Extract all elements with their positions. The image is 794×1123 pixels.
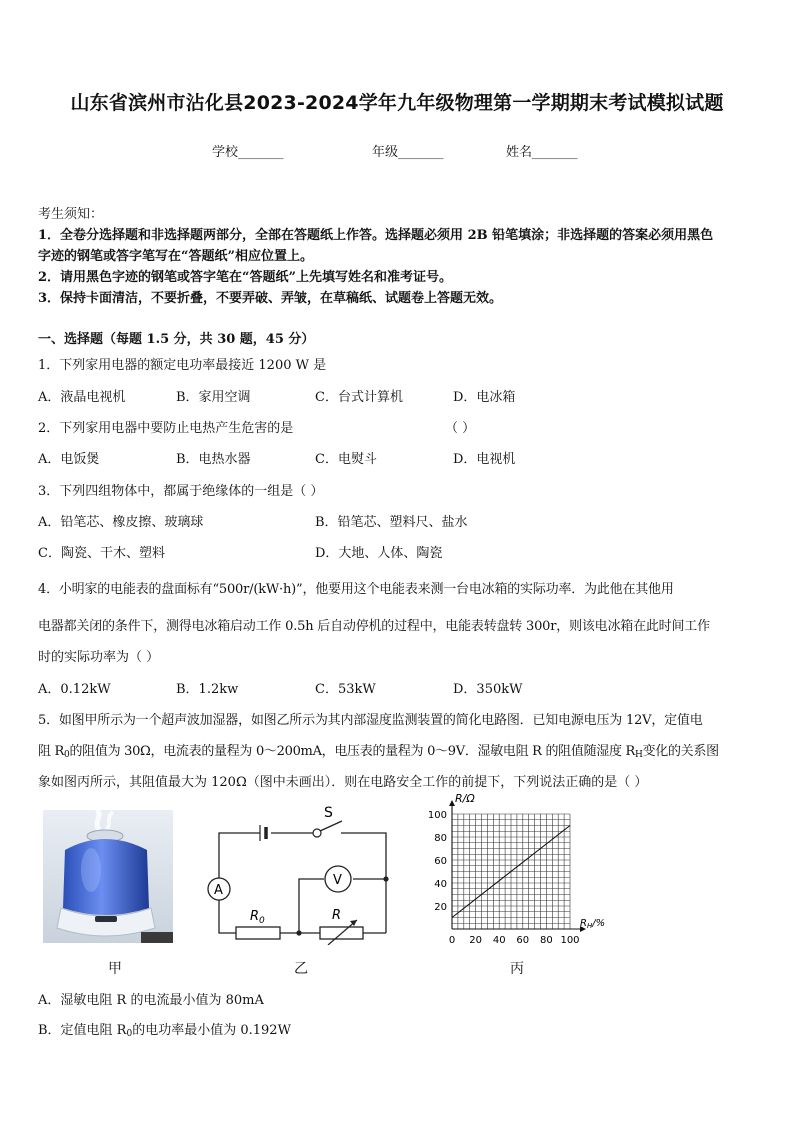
q1-option-c: C．台式计算机 bbox=[315, 390, 403, 405]
q4-stem-line2: 电器都关闭的条件下，测得电冰箱启动工作 0.5h 后自动停机的过程中，电能表转盘转 300r，则该电冰箱在此时间工作 bbox=[38, 619, 710, 634]
y-tick-label: 40 bbox=[434, 879, 447, 890]
grade-field: 年级_______ bbox=[372, 145, 444, 160]
q5-option-b: B．定值电阻 $R_0$的电功率最小值为 0.192W bbox=[38, 1023, 291, 1039]
x-tick-label: 80 bbox=[540, 935, 553, 946]
x-tick-label: 60 bbox=[516, 935, 530, 946]
ammeter-label: A bbox=[214, 883, 223, 898]
humidifier-image bbox=[43, 810, 173, 943]
figure-jia-caption: 甲 bbox=[108, 961, 122, 977]
q3-option-d: D．大地、人体、陶瓷 bbox=[315, 546, 443, 561]
q2-option-d: D．电视机 bbox=[453, 452, 516, 467]
q1-option-d: D．电冰箱 bbox=[453, 390, 516, 405]
voltmeter-label: V bbox=[333, 873, 342, 888]
notice-item-1-cont: 字迹的钢笔或答字笔写在“答题纸”相应位置上。 bbox=[38, 249, 313, 264]
q5-stem-line2: 阻 $R_0$的阻值为 30Ω，电流表的量程为 0～200mA，电压表的量程为 0～9V．湿敏电阻 R 的阻值随湿度 $R_H$变化的关系图 bbox=[38, 744, 719, 760]
q2-option-a: A．电饭煲 bbox=[38, 452, 100, 467]
q1-option-a: A．液晶电视机 bbox=[38, 390, 126, 405]
q4-stem-line1: 4．小明家的电能表的盘面标有“500r/(kW·h)”，他要用这个电能表来测一台电冰箱的实际功率．为此他在其他用 bbox=[38, 582, 674, 597]
notice-item-1: 1．全卷分选择题和非选择题两部分，全部在答题纸上作答。选择题必须用 2B 铅笔填涂；非选择题的答案必须用黑色 bbox=[38, 228, 714, 243]
notice-heading: 考生须知： bbox=[38, 207, 104, 222]
y-tick-label: 20 bbox=[434, 902, 447, 913]
humidity-resistance-chart bbox=[420, 790, 620, 960]
q2-paren: （ ） bbox=[445, 421, 476, 436]
x-tick-label: 0 bbox=[448, 935, 456, 946]
figure-bing-caption: 丙 bbox=[510, 961, 524, 977]
page-title: 山东省滨州市沾化县2023-2024学年九年级物理第一学期期末考试模拟试题 bbox=[70, 92, 724, 114]
y-tick-label: 60 bbox=[434, 856, 447, 867]
q5-option-a: A．湿敏电阻 R 的电流最小值为 80mA bbox=[38, 993, 264, 1008]
r-label: R bbox=[332, 908, 342, 923]
x-tick-label: 20 bbox=[469, 935, 482, 946]
switch-label: S bbox=[324, 805, 333, 821]
q4-option-d: D．350kW bbox=[453, 682, 523, 697]
chart-ticks bbox=[428, 810, 580, 946]
figure-yi-caption: 乙 bbox=[294, 961, 308, 977]
section-heading: 一、选择题（每题 1.5 分，共 30 题，45 分） bbox=[38, 332, 315, 347]
q4-option-a: A．0.12kW bbox=[38, 682, 111, 697]
q2-option-c: C．电熨斗 bbox=[315, 452, 377, 467]
chart-xlabel: $R_H/\%$ bbox=[580, 918, 606, 930]
y-tick-label: 100 bbox=[427, 810, 447, 821]
y-tick-label: 80 bbox=[434, 833, 447, 844]
x-tick-label: 40 bbox=[492, 935, 506, 946]
chart-ylabel: R/Ω bbox=[455, 792, 475, 805]
notice-item-3: 3．保持卡面清洁，不要折叠，不要弄破、弄皱，在草稿纸、试题卷上答题无效。 bbox=[38, 291, 503, 306]
circuit-diagram bbox=[200, 805, 400, 945]
q3-stem: 3．下列四组物体中，都属于绝缘体的一组是（ ） bbox=[38, 484, 324, 499]
school-field: 学校_______ bbox=[212, 145, 284, 160]
q4-option-c: C．53kW bbox=[315, 682, 376, 697]
r0-resistor bbox=[236, 927, 280, 939]
q1-stem: 1．下列家用电器的额定电功率最接近 1200 W 是 bbox=[38, 358, 327, 373]
q3-option-c: C．陶瓷、干木、塑料 bbox=[38, 546, 165, 561]
q3-option-a: A．铅笔芯、橡皮擦、玻璃球 bbox=[38, 515, 204, 530]
q3-option-b: B．铅笔芯、塑料尺、盐水 bbox=[315, 515, 468, 530]
notice-item-2: 2．请用黑色字迹的钢笔或答字笔在“答题纸”上先填写姓名和准考证号。 bbox=[38, 270, 453, 285]
r0-label: $R_0$ bbox=[250, 909, 265, 926]
q1-option-b: B．家用空调 bbox=[176, 390, 251, 405]
q2-stem: 2．下列家用电器中要防止电热产生危害的是 bbox=[38, 421, 294, 436]
x-tick-label: 100 bbox=[560, 935, 580, 946]
q4-option-b: B．1.2kw bbox=[176, 682, 239, 697]
q4-stem-line3: 时的实际功率为（ ） bbox=[38, 650, 160, 665]
q2-option-b: B．电热水器 bbox=[176, 452, 251, 467]
name-field: 姓名_______ bbox=[506, 145, 578, 160]
q5-stem-line3: 象如图丙所示，其阻值最大为 120Ω（图中未画出）．则在电路安全工作的前提下，下列说法正确的是（ ） bbox=[38, 775, 648, 790]
q5-stem-line1: 5．如图甲所示为一个超声波加湿器，如图乙所示为其内部湿度监测装置的简化电路图．已知电源电压为 12V，定值电 bbox=[38, 713, 703, 728]
